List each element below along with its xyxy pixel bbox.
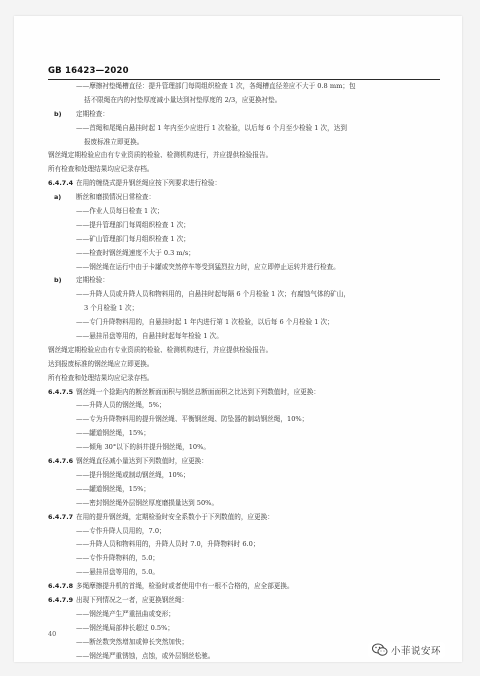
line-text: 定期检查： bbox=[76, 109, 109, 118]
text-line bbox=[14, 316, 462, 330]
line-text: 报废标准立即更换。 bbox=[84, 137, 144, 146]
watermark-text: 小菲说安环 bbox=[391, 646, 442, 657]
line-text: 所有检查和处理结果均应记录存档。 bbox=[48, 165, 154, 174]
text-line bbox=[14, 427, 462, 441]
line-text: ——提升管理部门每周组织检查 1 次； bbox=[76, 220, 190, 229]
clause-number: 6.4.7.6 bbox=[48, 457, 74, 466]
text-line bbox=[14, 552, 462, 566]
line-text: 在用的缠绕式提升钢丝绳应按下列要求进行检验： bbox=[76, 179, 222, 188]
page-number: 40 bbox=[48, 630, 57, 638]
line-text: 达到报废标准的钢丝绳应立即更换。 bbox=[48, 359, 154, 368]
line-text: ——断丝数突然增加或伸长突然加快； bbox=[76, 637, 189, 646]
line-text: 钢丝绳定期检验应由有专业资质的检验、检测机构进行，并应提供检验报告。 bbox=[48, 151, 273, 160]
line-text: 钢丝绳直径减小量达到下列数值时，应更换： bbox=[76, 457, 208, 466]
clause-number: 6.4.7.9 bbox=[48, 595, 74, 604]
line-text: ——罐道钢丝绳，15%； bbox=[76, 429, 150, 438]
text-line bbox=[14, 219, 462, 233]
line-text: 所有检查和处理结果均应记录存档。 bbox=[48, 373, 154, 382]
clause-line bbox=[14, 594, 462, 608]
clause-number: b) bbox=[54, 109, 62, 118]
text-line bbox=[14, 330, 462, 344]
text-line bbox=[14, 149, 462, 163]
standard-code: GB 16423—2020 bbox=[48, 66, 129, 76]
clause-line bbox=[14, 580, 462, 594]
line-text: ——悬挂吊盘等用的，自悬挂时起每年检验 1 次。 bbox=[76, 332, 223, 341]
clause-line bbox=[14, 455, 462, 469]
clause-number: 6.4.7.8 bbox=[48, 582, 74, 591]
text-line bbox=[14, 413, 462, 427]
clause-number: 6.4.7.5 bbox=[48, 387, 74, 396]
line-text: 定期检验： bbox=[76, 276, 109, 285]
text-line bbox=[14, 233, 462, 247]
line-text: ——倾角 30°以下的斜井提升钢丝绳，10%。 bbox=[76, 443, 210, 452]
text-line bbox=[14, 497, 462, 511]
text-line bbox=[14, 80, 462, 94]
text-line bbox=[14, 441, 462, 455]
document-body bbox=[14, 80, 462, 662]
line-text: 3 个月检验 1 次； bbox=[84, 304, 139, 313]
line-text: 断丝和磨损情况日常检查： bbox=[76, 193, 156, 202]
text-line bbox=[14, 483, 462, 497]
clause-line bbox=[14, 274, 462, 288]
text-line bbox=[14, 358, 462, 372]
line-text: 钢丝绳一个捻距内的断丝断面面积与钢丝总断面面积之比达到下列数值时，应更换： bbox=[76, 387, 320, 396]
line-text: ——首绳和尾绳自悬挂时起 1 年内至少应进行 1 次检验，以后每 6 个月至少检验 1 次，达到 bbox=[76, 123, 347, 132]
line-text: ——升降人员和物料用的，升降人员时 7.0，升降物料时 6.0； bbox=[76, 540, 260, 549]
line-text: ——作业人员每日检查 1 次； bbox=[76, 207, 164, 216]
line-text: ——钢丝绳产生严重扭曲或变形； bbox=[76, 609, 175, 618]
clause-line bbox=[14, 511, 462, 525]
text-line bbox=[14, 372, 462, 386]
text-line bbox=[14, 608, 462, 622]
line-text: ——专作升降人员用的，7.0； bbox=[76, 526, 166, 535]
text-line bbox=[14, 566, 462, 580]
text-line bbox=[14, 469, 462, 483]
line-text: ——悬挂吊盘等用的，5.0。 bbox=[76, 568, 160, 577]
clause-number: b) bbox=[54, 276, 62, 285]
text-line bbox=[14, 247, 462, 261]
clause-number: 6.4.7.4 bbox=[48, 179, 74, 188]
line-text: ——矿山管理部门每月组织检查 1 次； bbox=[76, 234, 190, 243]
text-line bbox=[14, 399, 462, 413]
line-text: ——专为升降物料用的提升钢丝绳、平衡钢丝绳、防坠器的制动钢丝绳，10%； bbox=[76, 415, 309, 424]
line-text: 括不限绳在内的衬垫厚度减小量达到衬垫厚度的 2/3，应更换衬垫。 bbox=[84, 95, 282, 104]
text-line bbox=[14, 538, 462, 552]
text-line bbox=[14, 94, 462, 108]
line-text: ——密封钢丝绳外层钢丝厚度磨损量达到 50%。 bbox=[76, 498, 219, 507]
line-text: ——钢丝绳在运行中由于卡罐或突然停车等受到猛烈拉力时，应立即停止运转并进行检查。 bbox=[76, 262, 340, 271]
clause-line bbox=[14, 177, 462, 191]
text-line bbox=[14, 525, 462, 539]
line-text: 钢丝绳定期检验应由有专业资质的检验、检测机构进行，并应提供检验报告。 bbox=[48, 345, 273, 354]
text-line bbox=[14, 261, 462, 275]
text-line bbox=[14, 622, 462, 636]
text-line bbox=[14, 122, 462, 136]
text-line bbox=[14, 163, 462, 177]
clause-line bbox=[14, 386, 462, 400]
text-line bbox=[14, 344, 462, 358]
line-text: ——升降人员或升降人员和物料用的，自悬挂时起每隔 6 个月检验 1 次；有腐蚀气体的矿山， bbox=[76, 290, 350, 299]
line-text: ——提升钢丝绳或制动钢丝绳，10%； bbox=[76, 470, 190, 479]
clause-line bbox=[14, 191, 462, 205]
clause-number: 6.4.7.7 bbox=[48, 512, 74, 521]
clause-number: a) bbox=[54, 193, 62, 202]
wechat-icon bbox=[372, 643, 388, 657]
line-text: ——专门升降物料用的，自悬挂时起 1 年内进行第 1 次检验，以后每 6 个月检验 1 次； bbox=[76, 318, 334, 327]
line-text: 多绳摩擦提升机的首绳，检验时或者使用中有一根不合格的，应全部更换。 bbox=[76, 582, 294, 591]
line-text: 在用的提升钢丝绳，定期检验时安全系数小于下列数值的，应更换： bbox=[76, 512, 274, 521]
text-line bbox=[14, 136, 462, 150]
text-line bbox=[14, 205, 462, 219]
line-text: ——钢丝绳局部伸长超过 0.5%； bbox=[76, 623, 174, 632]
clause-line bbox=[14, 108, 462, 122]
line-text: 出现下列情况之一者，应更换钢丝绳： bbox=[76, 595, 189, 604]
line-text: ——摩擦衬垫绳槽直径：提升管理部门每周组织检查 1 次，各绳槽直径差应不大于 0.8 mm；包 bbox=[76, 82, 356, 90]
watermark bbox=[368, 642, 445, 658]
line-text: ——专作升降物料的，5.0； bbox=[76, 554, 160, 563]
line-text: ——罐道钢丝绳，15%； bbox=[76, 484, 150, 493]
line-text: ——检查时钢丝绳速度不大于 0.3 m/s； bbox=[76, 248, 195, 257]
document-page bbox=[14, 16, 462, 662]
line-text: ——升降人员的钢丝绳，5%； bbox=[76, 401, 166, 410]
text-line bbox=[14, 288, 462, 302]
line-text: ——钢丝绳严重锈蚀，点蚀，或外层钢丝松驰。 bbox=[76, 651, 215, 660]
text-line bbox=[14, 302, 462, 316]
